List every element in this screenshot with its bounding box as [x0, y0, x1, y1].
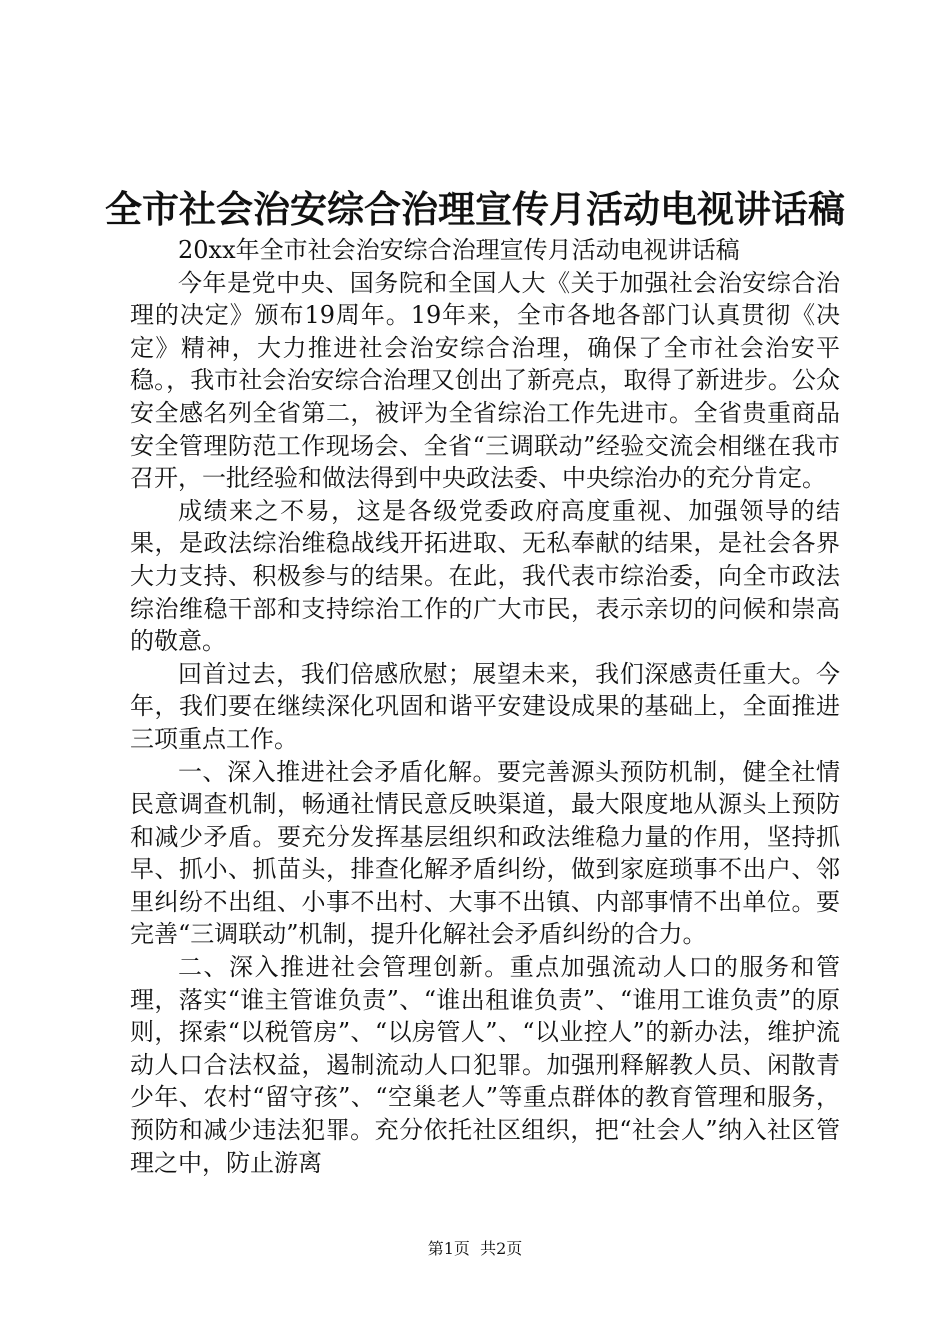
paragraph: 回首过去，我们倍感欣慰；展望未来，我们深感责任重大。今年，我们要在继续深化巩固和谐平安建设成果的基础上，全面推进三项重点工作。 [130, 659, 840, 753]
paragraph: 成绩来之不易，这是各级党委政府高度重视、加强领导的结果，是政法综治维稳战线开拓进取、无私奉献的结果，是社会各界大力支持、积极参与的结果。在此，我代表市综治委，向全市政法综治维稳干部和支持综治工作的广大市民，表示亲切的问候和崇高的敬意。 [130, 496, 840, 656]
document-body [130, 234, 840, 1179]
paragraph-heading-line: 20xx年全市社会治安综合治理宣传月活动电视讲话稿 [178, 236, 740, 264]
page-number-footer: 第1页 共2页 [427, 1239, 523, 1258]
paragraph: 今年是党中央、国务院和全国人大《关于加强社会治安综合治理的决定》颁布19周年。19年来，全市各地各部门认真贯彻《决定》精神，大力推进社会治安综合治理，确保了全市社会治安平稳。，我市社会治安综合治理又创出了新亮点，取得了新进步。公众安全感名列全省第二，被评为全省综治工作先进市。全省贵重商品安全管理防范工作现场会、全省“三调联动”经验交流会相继在我市召开，一批经验和做法得到中央政法委、中央综治办的充分肯定。 [130, 268, 840, 493]
paragraph: 一、深入推进社会矛盾化解。要完善源头预防机制，健全社情民意调查机制，畅通社情民意反映渠道，最大限度地从源头上预防和减少矛盾。要充分发挥基层组织和政法维稳力量的作用，坚持抓早、抓小、抓苗头，排查化解矛盾纠纷，做到家庭琐事不出户、邻里纠纷不出组、小事不出村、大事不出镇、内部事情不出单位。要完善“三调联动”机制，提升化解社会矛盾纠纷的合力。 [130, 757, 840, 949]
paragraph: 二、深入推进社会管理创新。重点加强流动人口的服务和管理，落实“谁主管谁负责”、“谁出租谁负责”、“谁用工谁负责”的原则，探索“以税管房”、“以房管人”、“以业控人”的新办法，维护流动人口合法权益，遏制流动人口犯罪。加强刑释解教人员、闲散青少年、农村“留守孩”、“空巢老人”等重点群体的教育管理和服务，预防和减少违法犯罪。充分依托社区组织，把“社会人”纳入社区管理之中，防止游离 [130, 953, 840, 1177]
document-title: 全市社会治安综合治理宣传月活动电视讲话稿 [105, 187, 845, 231]
